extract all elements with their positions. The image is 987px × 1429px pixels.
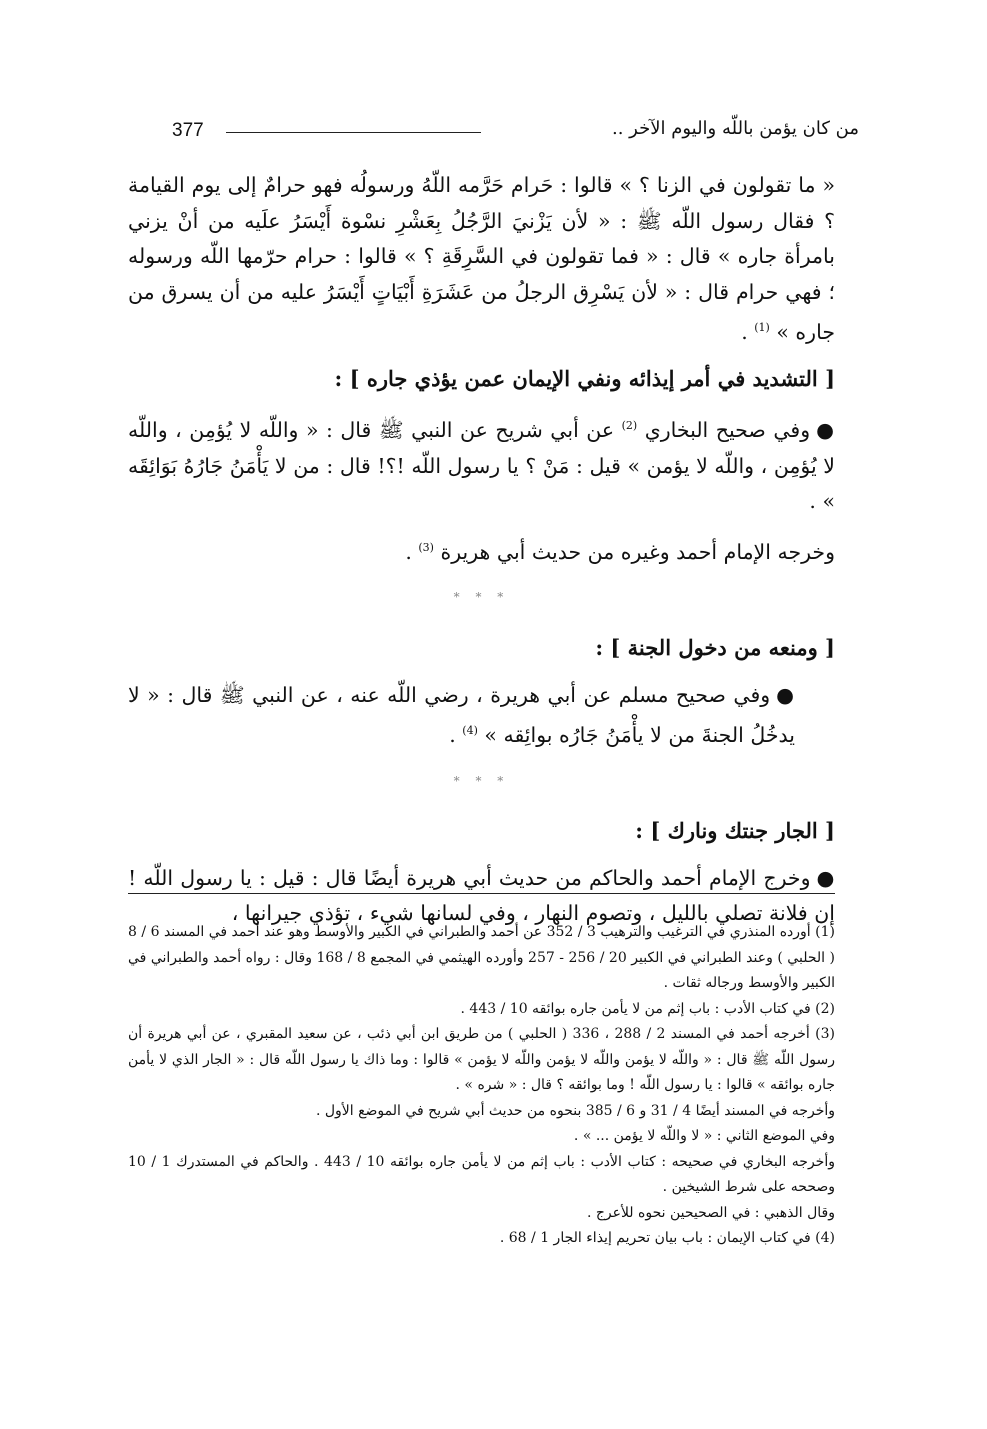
bullet-icon: ●: [816, 418, 835, 443]
paragraph: ●وفي صحيح مسلم عن أبي هريرة ، رضي اللّه عنه ، عن النبي ﷺ قال : « لا يدخُلُ الجنةَ من لا يأْمَنُ جَارُه بوائِقه » $^{(4)}$ .: [128, 682, 795, 748]
main-text: [128, 168, 835, 942]
running-header: [128, 116, 859, 150]
footnote: وأخرجه في المسند أيضًا 4 / 31 و 6 / 385 بنحوه من حديث أبي شريح في الموضع الأول .: [315, 1102, 835, 1119]
footnote-rule: [128, 893, 835, 894]
footnote-ref: (1): [754, 321, 770, 335]
footnote-ref: (4): [462, 724, 478, 738]
footnote: (3) أخرجه أحمد في المسند 2 / 288 ، 336 ( الحلبي ) من طريق ابن أبي ذئب ، عن سعيد المقبري ، عن أبي هريرة أن رسول اللّه ﷺ قال : « واللّه لا يؤمن واللّه لا يؤمن واللّه لا يؤمن » قالوا : وما ذاك يا رسول اللّه قال : « الجار الذي لا يأمن جاره بوائقه » قالوا : يا رسول اللّه ! وما بوائقه ؟ قال : « شره » .: [128, 1026, 835, 1093]
bullet-icon: ●: [776, 682, 795, 707]
footnote-ref: (2): [621, 419, 638, 433]
footnote: وفي الموضع الثاني : « لا واللّه لا يؤمن ... » .: [573, 1128, 835, 1144]
running-title: من كان يؤمن باللّه واليوم الآخر ..: [611, 118, 859, 139]
section-heading: [ الجار جنتك ونارك ] :: [635, 818, 835, 844]
paragraph: وخرجه الإمام أحمد وغيره من حديث أبي هريرة $^{(3)}$ .: [405, 539, 835, 564]
footnote: (2) في كتاب الأدب : باب إثم من لا يأمن جاره بوائقه 10 / 443 .: [460, 1000, 835, 1017]
footnote-ref: (3): [418, 541, 434, 554]
asterism-separator: * * *: [453, 773, 510, 788]
paragraph: « ما تقولون في الزنا ؟ » قالوا : حَرام حَرَّمه اللّهُ ورسولُه فهو حرامٌ إلى يوم القيامة ؟ فقال رسول اللّه ﷺ : « لأن يَزْنيَ الرَّجُلُ بِعَشْرِ نسْوة أَيْسَرُ علَيه من أنْ يزني بامرأة جاره » قال : « فما تقولون في السَّرِقَةِ ؟ » قالوا : حرام حرّمها اللّه ورسوله ؛ فهي حرام قال : « لأن يَسْرِق الرجلُ من عَشَرَةِ أَبْيَاتٍ أَيْسَرُ عليه من أن يسرق من جاره » $^{(1)}$ .: [128, 173, 835, 345]
bullet-icon: ●: [816, 865, 835, 890]
asterism-separator: * * *: [453, 590, 510, 605]
footnote: (1) أورده المنذري في الترغيب والترهيب 3 / 352 عن أحمد والطبراني في الكبير والأوسط وهو عند أحمد في المسند 6 / 8 ( الحلبي ) وعند الطبراني في الكبير 20 / 256 - 257 وأورده الهيثمي في المجمع 8 / 168 وقال : رواه أحمد والطبراني في الكبير والأوسط ورجاله ثقات .: [128, 924, 835, 991]
paragraph: ●وخرج الإمام أحمد والحاكم من حديث أبي هريرة أيضًا قال : قيل : يا رسول اللّه ! إن فلانة تصلي بالليل ، وتصوم النهار ، وفي لسانها شيء ، تؤذي جيرانها ،: [128, 865, 835, 926]
section-heading: [ ومنعه من دخول الجنة ] :: [595, 635, 835, 661]
footnote: وقال الذهبي : في الصحيحين نحوه للأعرج .: [586, 1204, 835, 1221]
page-number: 377: [172, 120, 204, 141]
footnote: (4) في كتاب الإيمان : باب بيان تحريم إيذاء الجار 1 / 68 .: [499, 1230, 835, 1246]
section-heading: [ التشديد في أمر إيذائه ونفي الإيمان عمن يؤذي جاره ] :: [334, 365, 835, 391]
paragraph: ●وفي صحيح البخاري $^{(2)}$ عن أبي شريح عن النبي ﷺ قال : « واللّه لا يُؤمِن ، واللّه لا يُؤمِن ، واللّه لا يؤمن » قيل : مَنْ ؟ يا رسول اللّه !؟! قال : من لا يَأْمَنُ جَارُهُ بَوَائِقَه » .: [128, 418, 835, 514]
footnote: وأخرجه البخاري في صحيحه : كتاب الأدب : باب إثم من لا يأمن جاره بوائقه 10 / 443 . والحاكم في المستدرك 1 / 10 وصححه على شرط الشيخين .: [128, 1153, 835, 1195]
header-rule: [226, 132, 481, 133]
footnotes: [128, 920, 835, 1252]
